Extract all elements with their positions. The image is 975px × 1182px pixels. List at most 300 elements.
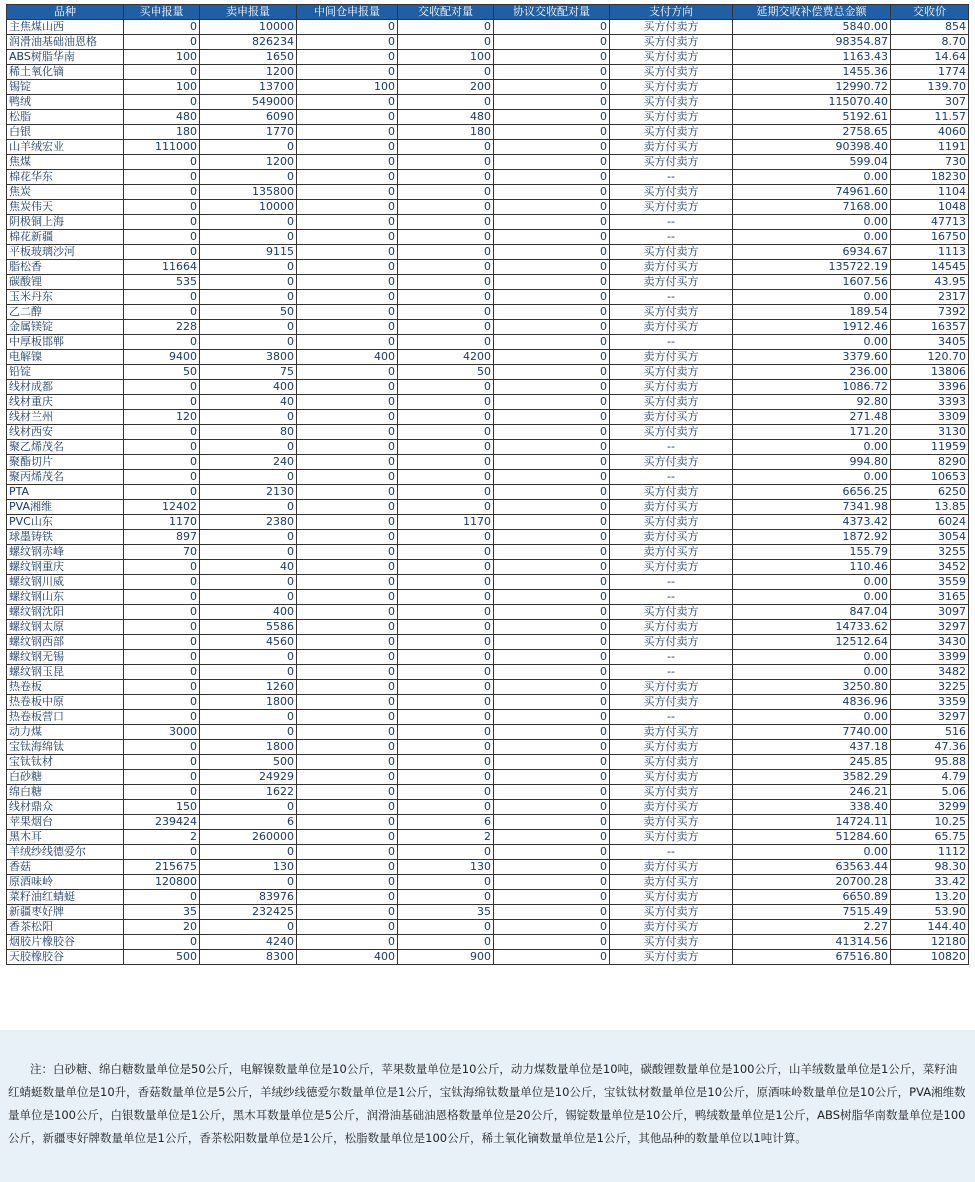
cell-col-agree: 0 — [494, 590, 610, 605]
cell-col-price: 11959 — [891, 440, 969, 455]
cell-col-fee: 12990.72 — [733, 80, 891, 95]
cell-col-match: 0 — [398, 170, 494, 185]
cell-col-name: 羊绒纱线德爱尔 — [7, 845, 124, 860]
cell-col-price: 53.90 — [891, 905, 969, 920]
cell-col-fee: 599.04 — [733, 155, 891, 170]
table-row — [7, 605, 969, 620]
cell-col-sell: 83976 — [200, 890, 297, 905]
cell-col-mid: 0 — [297, 875, 398, 890]
cell-col-name: 白砂糖 — [7, 770, 124, 785]
cell-col-direction: 卖方付买方 — [610, 815, 733, 830]
cell-col-fee: 437.18 — [733, 740, 891, 755]
cell-col-price: 3396 — [891, 380, 969, 395]
cell-col-direction: 买方付卖方 — [610, 755, 733, 770]
cell-col-buy: 0 — [124, 305, 200, 320]
cell-col-match: 0 — [398, 935, 494, 950]
cell-col-price: 98.30 — [891, 860, 969, 875]
cell-col-agree: 0 — [494, 875, 610, 890]
cell-col-match: 6 — [398, 815, 494, 830]
cell-col-match: 0 — [398, 770, 494, 785]
cell-col-sell: 1800 — [200, 695, 297, 710]
cell-col-buy: 0 — [124, 155, 200, 170]
cell-col-name: 原酒味岭 — [7, 875, 124, 890]
cell-col-match: 0 — [398, 425, 494, 440]
cell-col-match: 50 — [398, 365, 494, 380]
table-row — [7, 155, 969, 170]
cell-col-agree: 0 — [494, 920, 610, 935]
cell-col-match: 0 — [398, 575, 494, 590]
cell-col-sell: 8300 — [200, 950, 297, 965]
cell-col-direction: 买方付卖方 — [610, 770, 733, 785]
cell-col-sell: 0 — [200, 725, 297, 740]
cell-col-fee: 7515.49 — [733, 905, 891, 920]
cell-col-sell: 826234 — [200, 35, 297, 50]
cell-col-fee: 0.00 — [733, 170, 891, 185]
cell-col-price: 65.75 — [891, 830, 969, 845]
cell-col-sell: 40 — [200, 560, 297, 575]
cell-col-fee: 1455.36 — [733, 65, 891, 80]
cell-col-name: 铅锭 — [7, 365, 124, 380]
cell-col-sell: 3800 — [200, 350, 297, 365]
cell-col-mid: 0 — [297, 830, 398, 845]
cell-col-match: 0 — [398, 305, 494, 320]
cell-col-match: 0 — [398, 65, 494, 80]
cell-col-name: 线材成都 — [7, 380, 124, 395]
cell-col-buy: 0 — [124, 575, 200, 590]
cell-col-price: 3399 — [891, 650, 969, 665]
cell-col-sell: 40 — [200, 395, 297, 410]
cell-col-match: 0 — [398, 470, 494, 485]
table-row — [7, 815, 969, 830]
cell-col-mid: 0 — [297, 170, 398, 185]
cell-col-mid: 0 — [297, 305, 398, 320]
cell-col-sell: 0 — [200, 440, 297, 455]
cell-col-agree: 0 — [494, 20, 610, 35]
cell-col-buy: 1170 — [124, 515, 200, 530]
cell-col-buy: 3000 — [124, 725, 200, 740]
cell-col-buy: 0 — [124, 650, 200, 665]
cell-col-sell: 260000 — [200, 830, 297, 845]
cell-col-price: 16750 — [891, 230, 969, 245]
cell-col-agree: 0 — [494, 290, 610, 305]
cell-col-agree: 0 — [494, 830, 610, 845]
cell-col-fee: 4836.96 — [733, 695, 891, 710]
cell-col-direction: 买方付卖方 — [610, 380, 733, 395]
cell-col-sell: 1650 — [200, 50, 297, 65]
cell-col-name: 热卷板营口 — [7, 710, 124, 725]
cell-col-name: 新疆枣好牌 — [7, 905, 124, 920]
cell-col-agree: 0 — [494, 755, 610, 770]
cell-col-buy: 0 — [124, 380, 200, 395]
cell-col-name: 香茶松阳 — [7, 920, 124, 935]
cell-col-sell: 0 — [200, 530, 297, 545]
cell-col-match: 0 — [398, 665, 494, 680]
cell-col-buy: 239424 — [124, 815, 200, 830]
cell-col-mid: 0 — [297, 785, 398, 800]
cell-col-mid: 0 — [297, 260, 398, 275]
cell-col-agree: 0 — [494, 710, 610, 725]
cell-col-match: 0 — [398, 920, 494, 935]
cell-col-name: 螺纹钢沈阳 — [7, 605, 124, 620]
cell-col-price: 730 — [891, 155, 969, 170]
cell-col-name: 烟胶片橡胶谷 — [7, 935, 124, 950]
cell-col-match: 0 — [398, 545, 494, 560]
cell-col-fee: 51284.60 — [733, 830, 891, 845]
cell-col-direction: -- — [610, 650, 733, 665]
cell-col-fee: 271.48 — [733, 410, 891, 425]
cell-col-price: 3297 — [891, 620, 969, 635]
cell-col-buy: 0 — [124, 485, 200, 500]
cell-col-name: 苹果烟台 — [7, 815, 124, 830]
table-row — [7, 680, 969, 695]
cell-col-sell: 0 — [200, 590, 297, 605]
cell-col-price: 3359 — [891, 695, 969, 710]
cell-col-buy: 100 — [124, 80, 200, 95]
cell-col-sell: 0 — [200, 260, 297, 275]
cell-col-direction: 卖方付买方 — [610, 800, 733, 815]
cell-col-mid: 0 — [297, 470, 398, 485]
cell-col-agree: 0 — [494, 635, 610, 650]
cell-col-match: 0 — [398, 845, 494, 860]
cell-col-agree: 0 — [494, 575, 610, 590]
cell-col-mid: 0 — [297, 755, 398, 770]
cell-col-agree: 0 — [494, 245, 610, 260]
cell-col-match: 0 — [398, 260, 494, 275]
cell-col-direction: 卖方付买方 — [610, 260, 733, 275]
table-row — [7, 50, 969, 65]
table-header — [7, 5, 969, 20]
table-row — [7, 260, 969, 275]
cell-col-agree: 0 — [494, 200, 610, 215]
cell-col-name: 球墨铸铁 — [7, 530, 124, 545]
cell-col-sell: 0 — [200, 575, 297, 590]
table-body — [7, 20, 969, 965]
cell-col-sell: 400 — [200, 605, 297, 620]
cell-col-buy: 0 — [124, 35, 200, 50]
cell-col-match: 0 — [398, 335, 494, 350]
cell-col-price: 120.70 — [891, 350, 969, 365]
table-row — [7, 365, 969, 380]
cell-col-name: 螺纹钢重庆 — [7, 560, 124, 575]
cell-col-buy: 70 — [124, 545, 200, 560]
table-row — [7, 455, 969, 470]
cell-col-price: 1191 — [891, 140, 969, 155]
cell-col-direction: 卖方付买方 — [610, 410, 733, 425]
cell-col-name: PVC山东 — [7, 515, 124, 530]
cell-col-name: 线材西安 — [7, 425, 124, 440]
cell-col-sell: 10000 — [200, 200, 297, 215]
cell-col-name: 乙二醇 — [7, 305, 124, 320]
notes-text: 注：白砂糖、绵白糖数量单位是50公斤，电解镍数量单位是10公斤，苹果数量单位是10公斤，动力煤数量单位是10吨，碳酸锂数量单位是100公斤，山羊绒数量单位是1公斤，菜籽油红蜻蜓数量单位是10升，香菇数量单位是5公斤，羊绒纱线德爱尔数量单位是1公斤，宝钛海绵钛数量单位是10公斤，宝钛钛材数量单位是10公斤，原酒味岭数量单位是10公斤，PVA湘维数量单位是100公斤，白银数量单位是1公斤，黑木耳数量单位是5公斤，润滑油基础油恩格数量单位是20公斤，锡锭数量单位是10公斤，鸭绒数量单位是1公斤，ABS树脂华南数量单位是100公斤，新疆枣好牌数量单位是1公斤，香茶松阳数量单位是1公斤，松脂数量单位是100公斤，稀土氧化镝数量单位是1公斤，其他品种的数量单位以1吨计算。 — [8, 1062, 966, 1145]
table-row — [7, 890, 969, 905]
cell-col-match: 0 — [398, 680, 494, 695]
table-row — [7, 530, 969, 545]
cell-col-direction: 买方付卖方 — [610, 80, 733, 95]
cell-col-buy: 150 — [124, 800, 200, 815]
cell-col-name: ABS树脂华南 — [7, 50, 124, 65]
cell-col-sell: 6 — [200, 815, 297, 830]
cell-col-agree: 0 — [494, 860, 610, 875]
table-row — [7, 935, 969, 950]
cell-col-mid: 0 — [297, 890, 398, 905]
cell-col-fee: 90398.40 — [733, 140, 891, 155]
cell-col-sell: 0 — [200, 470, 297, 485]
cell-col-mid: 0 — [297, 695, 398, 710]
cell-col-price: 12180 — [891, 935, 969, 950]
cell-col-agree: 0 — [494, 170, 610, 185]
table-row — [7, 320, 969, 335]
cell-col-agree: 0 — [494, 650, 610, 665]
table-row — [7, 470, 969, 485]
cell-col-buy: 0 — [124, 170, 200, 185]
cell-col-price: 10.25 — [891, 815, 969, 830]
cell-col-match: 100 — [398, 50, 494, 65]
table-row — [7, 845, 969, 860]
cell-col-price: 3393 — [891, 395, 969, 410]
cell-col-direction: -- — [610, 470, 733, 485]
cell-col-price: 47713 — [891, 215, 969, 230]
cell-col-match: 200 — [398, 80, 494, 95]
cell-col-match: 0 — [398, 605, 494, 620]
cell-col-agree: 0 — [494, 80, 610, 95]
cell-col-buy: 0 — [124, 560, 200, 575]
cell-col-sell: 1200 — [200, 65, 297, 80]
cell-col-match: 0 — [398, 155, 494, 170]
table-row — [7, 65, 969, 80]
cell-col-match: 0 — [398, 290, 494, 305]
cell-col-sell: 240 — [200, 455, 297, 470]
cell-col-match: 480 — [398, 110, 494, 125]
cell-col-fee: 6650.89 — [733, 890, 891, 905]
cell-col-fee: 847.04 — [733, 605, 891, 620]
cell-col-buy: 215675 — [124, 860, 200, 875]
cell-col-name: 螺纹钢川威 — [7, 575, 124, 590]
cell-col-price: 3097 — [891, 605, 969, 620]
cell-col-match: 0 — [398, 455, 494, 470]
cell-col-name: 天胶橡胶谷 — [7, 950, 124, 965]
cell-col-sell: 0 — [200, 410, 297, 425]
table-row — [7, 710, 969, 725]
cell-col-direction: 买方付卖方 — [610, 935, 733, 950]
cell-col-buy: 0 — [124, 455, 200, 470]
cell-col-agree: 0 — [494, 725, 610, 740]
cell-col-mid: 0 — [297, 395, 398, 410]
cell-col-agree: 0 — [494, 605, 610, 620]
cell-col-direction: 买方付卖方 — [610, 950, 733, 965]
cell-col-agree: 0 — [494, 260, 610, 275]
cell-col-sell: 24929 — [200, 770, 297, 785]
cell-col-match: 900 — [398, 950, 494, 965]
cell-col-match: 0 — [398, 230, 494, 245]
cell-col-direction: 买方付卖方 — [610, 605, 733, 620]
cell-col-mid: 0 — [297, 425, 398, 440]
cell-col-sell: 0 — [200, 320, 297, 335]
cell-col-fee: 0.00 — [733, 440, 891, 455]
cell-col-price: 8.70 — [891, 35, 969, 50]
cell-col-match: 0 — [398, 485, 494, 500]
cell-col-match: 0 — [398, 215, 494, 230]
cell-col-mid: 0 — [297, 605, 398, 620]
cell-col-mid: 0 — [297, 665, 398, 680]
cell-col-name: 螺纹钢西部 — [7, 635, 124, 650]
cell-col-mid: 0 — [297, 380, 398, 395]
table-row — [7, 770, 969, 785]
cell-col-fee: 155.79 — [733, 545, 891, 560]
cell-col-match: 4200 — [398, 350, 494, 365]
cell-col-direction: 买方付卖方 — [610, 425, 733, 440]
cell-col-agree: 0 — [494, 155, 610, 170]
cell-col-fee: 0.00 — [733, 290, 891, 305]
delivery-table — [6, 4, 969, 965]
header-col-buy: 买申报量 — [124, 5, 200, 20]
cell-col-direction: 买方付卖方 — [610, 200, 733, 215]
cell-col-name: 阴极铜上海 — [7, 215, 124, 230]
cell-col-mid: 0 — [297, 800, 398, 815]
cell-col-price: 6024 — [891, 515, 969, 530]
cell-col-mid: 0 — [297, 905, 398, 920]
cell-col-name: 电解镍 — [7, 350, 124, 365]
cell-col-agree: 0 — [494, 770, 610, 785]
cell-col-fee: 41314.56 — [733, 935, 891, 950]
table-row — [7, 110, 969, 125]
cell-col-price: 4.79 — [891, 770, 969, 785]
cell-col-mid: 0 — [297, 230, 398, 245]
cell-col-sell: 549000 — [200, 95, 297, 110]
cell-col-fee: 189.54 — [733, 305, 891, 320]
cell-col-agree: 0 — [494, 485, 610, 500]
cell-col-price: 16357 — [891, 320, 969, 335]
table-row — [7, 620, 969, 635]
cell-col-mid: 0 — [297, 125, 398, 140]
cell-col-sell: 0 — [200, 710, 297, 725]
cell-col-mid: 0 — [297, 545, 398, 560]
cell-col-name: 绵白糖 — [7, 785, 124, 800]
cell-col-price: 1774 — [891, 65, 969, 80]
cell-col-price: 3165 — [891, 590, 969, 605]
cell-col-price: 1112 — [891, 845, 969, 860]
cell-col-agree: 0 — [494, 905, 610, 920]
cell-col-buy: 0 — [124, 935, 200, 950]
cell-col-match: 0 — [398, 695, 494, 710]
cell-col-fee: 14733.62 — [733, 620, 891, 635]
table-row — [7, 800, 969, 815]
cell-col-fee: 12512.64 — [733, 635, 891, 650]
cell-col-sell: 1622 — [200, 785, 297, 800]
cell-col-direction: 买方付卖方 — [610, 740, 733, 755]
cell-col-match: 0 — [398, 275, 494, 290]
cell-col-mid: 400 — [297, 350, 398, 365]
cell-col-buy: 0 — [124, 635, 200, 650]
cell-col-direction: 买方付卖方 — [610, 155, 733, 170]
cell-col-direction: 买方付卖方 — [610, 110, 733, 125]
cell-col-mid: 0 — [297, 845, 398, 860]
cell-col-agree: 0 — [494, 515, 610, 530]
cell-col-sell: 130 — [200, 860, 297, 875]
cell-col-sell: 1200 — [200, 155, 297, 170]
cell-col-direction: 买方付卖方 — [610, 455, 733, 470]
cell-col-direction: -- — [610, 230, 733, 245]
cell-col-mid: 0 — [297, 365, 398, 380]
cell-col-agree: 0 — [494, 65, 610, 80]
cell-col-match: 0 — [398, 800, 494, 815]
cell-col-sell: 0 — [200, 545, 297, 560]
cell-col-buy: 0 — [124, 695, 200, 710]
table-row — [7, 905, 969, 920]
cell-col-name: 白银 — [7, 125, 124, 140]
cell-col-match: 130 — [398, 860, 494, 875]
cell-col-mid: 0 — [297, 680, 398, 695]
cell-col-price: 3482 — [891, 665, 969, 680]
cell-col-sell: 1800 — [200, 740, 297, 755]
header-col-fee: 延期交收补偿费总金额 — [733, 5, 891, 20]
cell-col-price: 1104 — [891, 185, 969, 200]
cell-col-sell: 1770 — [200, 125, 297, 140]
notes-panel — [0, 1030, 975, 1182]
cell-col-sell: 6090 — [200, 110, 297, 125]
cell-col-buy: 228 — [124, 320, 200, 335]
header-col-match: 交收配对量 — [398, 5, 494, 20]
cell-col-buy: 11664 — [124, 260, 200, 275]
cell-col-agree: 0 — [494, 395, 610, 410]
cell-col-price: 307 — [891, 95, 969, 110]
cell-col-direction: 买方付卖方 — [610, 20, 733, 35]
cell-col-price: 10820 — [891, 950, 969, 965]
cell-col-match: 0 — [398, 185, 494, 200]
cell-col-agree: 0 — [494, 740, 610, 755]
cell-col-fee: 3379.60 — [733, 350, 891, 365]
cell-col-agree: 0 — [494, 215, 610, 230]
cell-col-mid: 0 — [297, 440, 398, 455]
cell-col-fee: 6934.67 — [733, 245, 891, 260]
cell-col-buy: 120 — [124, 410, 200, 425]
cell-col-buy: 120800 — [124, 875, 200, 890]
cell-col-agree: 0 — [494, 305, 610, 320]
cell-col-direction: -- — [610, 665, 733, 680]
cell-col-fee: 2758.65 — [733, 125, 891, 140]
cell-col-name: 螺纹钢山东 — [7, 590, 124, 605]
cell-col-buy: 0 — [124, 755, 200, 770]
cell-col-mid: 0 — [297, 710, 398, 725]
cell-col-agree: 0 — [494, 275, 610, 290]
cell-col-buy: 0 — [124, 890, 200, 905]
cell-col-name: 润滑油基础油恩格 — [7, 35, 124, 50]
cell-col-fee: 20700.28 — [733, 875, 891, 890]
cell-col-match: 0 — [398, 530, 494, 545]
cell-col-fee: 92.80 — [733, 395, 891, 410]
cell-col-price: 13.85 — [891, 500, 969, 515]
cell-col-agree: 0 — [494, 545, 610, 560]
cell-col-mid: 0 — [297, 635, 398, 650]
cell-col-name: 热卷板中原 — [7, 695, 124, 710]
cell-col-agree: 0 — [494, 110, 610, 125]
cell-col-mid: 0 — [297, 110, 398, 125]
cell-col-fee: 0.00 — [733, 215, 891, 230]
cell-col-buy: 0 — [124, 95, 200, 110]
cell-col-name: 脂松香 — [7, 260, 124, 275]
cell-col-match: 0 — [398, 140, 494, 155]
cell-col-fee: 5192.61 — [733, 110, 891, 125]
cell-col-agree: 0 — [494, 695, 610, 710]
table-row — [7, 245, 969, 260]
table-row — [7, 755, 969, 770]
cell-col-name: 宝钛海绵钛 — [7, 740, 124, 755]
header-col-name: 品种 — [7, 5, 124, 20]
table-row — [7, 80, 969, 95]
table-row — [7, 95, 969, 110]
cell-col-price: 3405 — [891, 335, 969, 350]
cell-col-sell: 0 — [200, 170, 297, 185]
cell-col-match: 0 — [398, 560, 494, 575]
